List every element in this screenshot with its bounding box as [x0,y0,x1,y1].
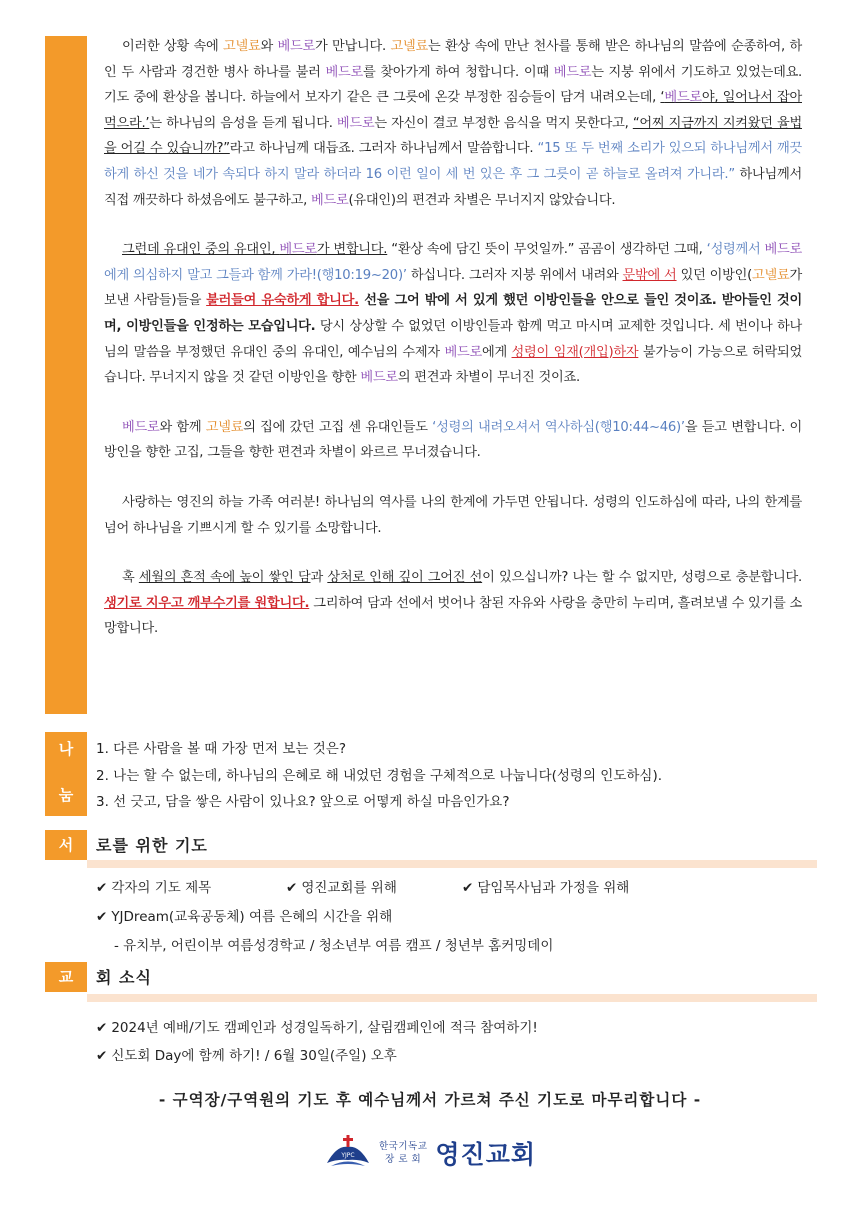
text: 야, 일어나서 잡아먹으라.’ [104,90,802,131]
check-icon: ✔ [286,880,298,896]
name-peter: 베드로 [444,344,482,360]
text: 불가능이 가능으로 허락되었습니다. 무너지지 않을 것 같던 이방인을 향한 [104,344,802,386]
news-tab: 교 [45,962,87,992]
text: 는 환상 속에 만난 천사를 통해 받은 하나님의 말씀에 순종하여, 하인 두 사람과 경건한 병사 하나를 불러 [104,39,802,80]
share-question: 3. 선 긋고, 담을 쌓은 사람이 있나요? 앞으로 어떻게 하실 마음인가요? [96,794,510,810]
prayer-sub-item: - 유치부, 어린이부 여름성경학교 / 청소년부 여름 캠프 / 청년부 홈커밍데이 [114,938,554,954]
text: 는 하나님의 음성을 듣게 됩니다. [149,115,337,131]
logo-line: 장 로 회 [385,1154,422,1165]
text: 하십니다. 그러자 지붕 위에서 내려와 [406,267,623,283]
check-icon: ✔ [96,880,108,896]
news-list [96,1014,816,1070]
name-cornelius: 고넬료 [390,39,428,54]
text: 라고 하나님께 대듭죠. 그러자 하나님께서 말씀합니다. [229,141,538,157]
name-peter: 베드로 [664,90,702,106]
check-icon: ✔ [462,880,474,896]
paragraph-2 [104,237,802,391]
prayer-item-label: 영진교회를 위해 [301,880,397,896]
logo-denomination [379,1140,427,1166]
share-questions [96,736,816,816]
name-peter: 베드로 [336,115,375,131]
name-cornelius: 고넬료 [205,419,244,435]
text: 혹 [122,570,139,586]
text: 있던 이방인( [676,267,753,283]
text: (유대인)의 편견과 차별은 무너지지 않았습니다. [348,192,616,208]
emphasis-red: 성령이 임재(개입)하자 [511,344,639,360]
text: 이 있으십니까? 나는 할 수 없지만, 성령으로 충분합니다. [482,570,802,586]
text: 그런데 유대인 중의 유대인, [122,242,280,258]
text: 당시 상상할 수 없었던 이방인들과 함께 먹고 마시며 교제한 것입니다. 세 번이나 하나님의 말씀을 부정했던 유대인 중의 유대인, 예수님의 수제자 [104,318,802,360]
news-item-label: 2024년 예배/기도 캠페인과 성경일독하기, 살림캠페인에 적극 참여하기! [111,1020,538,1036]
share-question: 1. 다른 사람을 볼 때 가장 먼저 보는 것은? [96,741,346,757]
underlined-phrase: 세월의 흔적 속에 높이 쌓인 담 [138,570,311,586]
prayer-item [286,874,462,903]
prayer-row [96,903,816,932]
prayer-item-label: 각자의 기도 제목 [111,880,212,896]
text: 과 [310,570,328,586]
name-peter: 베드로 [122,419,160,435]
church-logo [325,1132,536,1174]
share-question: 2. 나는 할 수 없는데, 하나님의 은혜로 해 내었던 경험을 구체적으로 나눕니다(성령의 인도하심). [96,767,663,784]
text: 하나님께서 직접 깨끗하다 하셨음에도 불구하고, [104,166,803,208]
text: 이러한 상황 속에 [122,39,224,54]
text: 는 자신이 결코 부정한 음식을 먹지 못한다고, [374,115,633,131]
prayer-list [96,874,816,961]
name-peter: 베드로 [279,242,317,258]
bible-verse: “15 또 두 번째 소리가 있으되 하나님께서 깨끗하게 하신 것을 네가 속되다 하지 말라 하더라 16 이런 일이 세 번 있은 후 그 그릇이 곧 하늘로 올려져 가니라.” [104,141,802,182]
name-peter: 베드로 [325,64,363,80]
text: 가 변합니다. [316,242,388,258]
name-cornelius: 고넬료 [223,39,261,54]
share-tab-char: 나 [58,740,74,758]
news-item [96,1014,816,1042]
text: 가 보낸 사람들)들을 [104,267,802,309]
prayer-section-title: 로를 위한 기도 [96,836,208,855]
text: 는 지붕 위에서 기도하고 있었는데요. 기도 중에 환상을 봅니다. 하늘에서 보자기 같은 큰 그릇에 온갖 부정한 짐승들이 담겨 내려오는데, [104,64,802,106]
name-peter: 베드로 [277,39,316,54]
name-peter: 베드로 [553,64,592,80]
text: 에게 [481,344,512,360]
text: ‘성령께서 [706,242,765,258]
text: 의 편견과 차별이 무너진 것이죠. [397,370,580,386]
section-underline-band [87,860,817,868]
emphasis-bold: 선을 그어 밖에 서 있게 했던 이방인들을 안으로 들인 것이죠. 받아들인 것이며, 이방인들을 인정하는 모습입니다. [104,293,803,334]
text: 를 찾아가게 하여 청합니다. 이때 [363,64,554,80]
spirit-quote: ‘성령의 내려오셔서 역사하심(행10:44~46)’ [432,419,685,435]
text: 을 듣고 변합니다. 이방인을 향한 고집, 그들을 향한 편견과 차별이 와르르 무너졌습니다. [104,419,802,461]
check-icon: ✔ [96,1048,108,1064]
section-underline-band [87,994,817,1002]
prayer-item-label: YJDream(교육공동체) 여름 은혜의 시간을 위해 [111,909,393,925]
text: 의 집에 갔던 고집 센 유대인들도 [243,419,433,435]
name-peter: 베드로 [311,192,349,208]
text: 에게 의심하지 말고 그들과 함께 가라!(행10:19~20)’ [104,267,407,283]
paragraph-3 [104,415,802,466]
name-cornelius: 고넬료 [752,267,790,283]
share-tab-char: 눔 [58,786,74,804]
prayer-item [96,874,286,903]
text: 가 만납니다. [315,39,391,54]
name-peter: 베드로 [764,242,802,258]
news-item [96,1042,816,1070]
name-peter: 베드로 [360,370,398,386]
text: “환상 속에 담긴 뜻이 무엇일까.” 곰곰이 생각하던 그때, [387,242,707,258]
underlined-phrase: 상처로 인해 깊이 그어진 선 [327,570,483,586]
prayer-tab: 서 [45,830,87,860]
emphasis-red: 문밖에 서 [622,267,677,283]
paragraph-1 [104,34,802,213]
news-item-label: 신도회 Day에 함께 하기! / 6월 30일(주일) 오후 [111,1048,397,1064]
paragraph-5 [104,565,802,642]
prayer-row [96,874,816,903]
church-emblem-icon [325,1133,371,1173]
news-section-title: 회 소식 [96,968,152,987]
closing-instruction: - 구역장/구역원의 기도 후 예수님께서 가르쳐 주신 기도로 마무리합니다 - [158,1091,702,1109]
text: 와 [260,39,278,54]
check-icon: ✔ [96,909,108,925]
prayer-item [462,874,629,903]
emblem-lettering: YJPC [341,1152,355,1159]
church-name: 영진교회 [435,1140,536,1169]
underlined-lead [122,242,387,257]
text: 그리하여 담과 선에서 벗어나 참된 자유와 사랑을 충만히 누리며, 흘려보낼 수 있기를 소망합니다. [104,595,802,637]
text: 와 함께 [159,419,206,435]
quote-peter: “어찌 지금까지 지켜왔던 율법을 어길 수 있습니까?” [104,115,802,157]
check-icon: ✔ [96,1020,108,1036]
logo-line: 한국기독교 [379,1141,428,1152]
paragraph-4: 사랑하는 영진의 하늘 가족 여러분! 하나님의 역사를 나의 한계에 가두면 안됩니다. 성령의 인도하심에 따라, 나의 한계를 넘어 하나님을 기쁘시게 할 수 있기를 소망합니다. [104,494,802,536]
reflection-text [104,34,802,666]
emphasis-red: 생기로 지우고 깨부수기를 원합니다. [104,595,310,611]
prayer-item-label: 담임목사님과 가정을 위해 [477,880,630,896]
accent-side-bar [45,36,87,714]
text: ‘ [660,90,665,106]
share-tab [45,732,87,816]
emphasis-red: 불러들여 유숙하게 합니다. [206,293,359,309]
